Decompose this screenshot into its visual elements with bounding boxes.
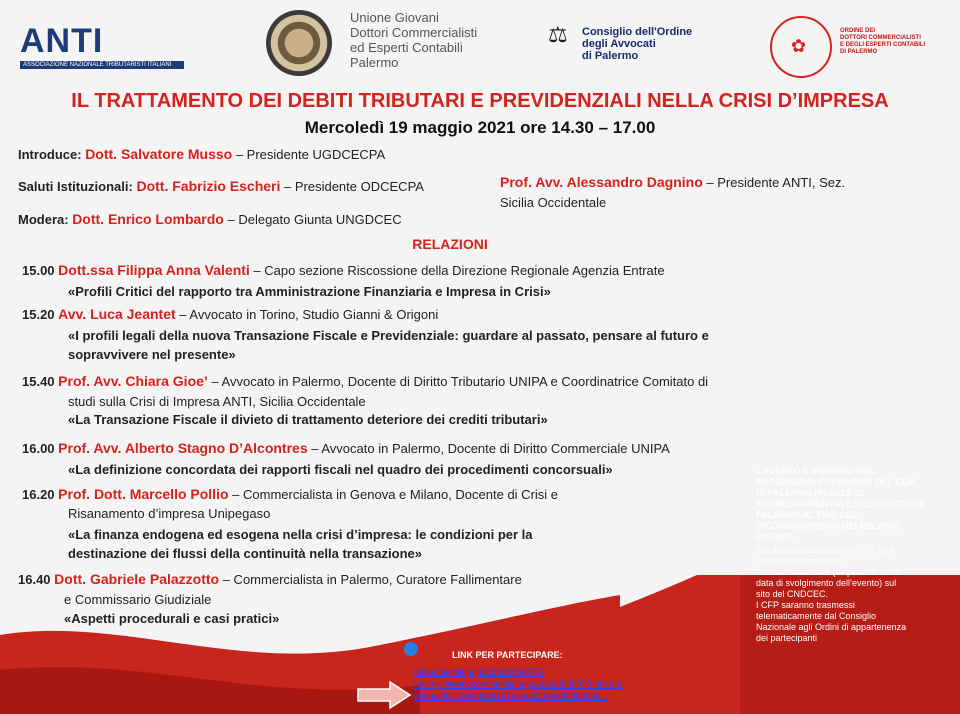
ugd-line: Dottori Commercialisti <box>350 25 478 40</box>
odc-line: E DEGLI ESPERTI CONTABILI <box>840 42 926 48</box>
saluti-name: Dott. Fabrizio Escheri <box>136 178 281 194</box>
notice-body-line: Per il riconoscimento dei CFP sarà <box>756 545 895 555</box>
link-title: LINK PER PARTECIPARE: <box>452 650 563 660</box>
saluti-role: – Presidente ODCECPA <box>284 179 424 194</box>
ugd-line: Unione Giovani <box>350 10 439 25</box>
notice-body-line: telematicamente dal Consiglio <box>756 611 877 621</box>
coa-logo-text <box>582 26 692 62</box>
event-date: Mercoledì 19 maggio 2021 ore 14.30 – 17.00 <box>304 118 656 137</box>
coa-line: degli Avvocati <box>582 38 656 50</box>
talk-6-title: «Aspetti procedurali e casi pratici» <box>64 611 280 626</box>
talk-speaker: Dott.ssa Filippa Anna Valenti <box>58 262 250 278</box>
link-line[interactable]: ntn.my.webex.com/selfsignup202010050570-ntn.my. <box>414 679 624 689</box>
talk-5-header <box>22 486 558 503</box>
talk-time: 15.40 <box>22 374 55 389</box>
talk-role: – Capo sezione Riscossione della Direzione Regionale Agenzia Entrate <box>253 263 665 278</box>
notice-heading <box>756 466 952 543</box>
ugd-seal-icon <box>266 10 332 76</box>
notice-body-line: dei partecipanti <box>756 633 818 643</box>
modera-line <box>18 211 402 228</box>
intro-name: Dott. Salvatore Musso <box>85 146 233 162</box>
link-line[interactable]: in/php?MTI0em0cb81479cb6d50f96d8f5b0c96... <box>414 691 608 701</box>
anti-logo-sub: ASSOCIAZIONE NAZIONALE TRIBUTARISTI ITALIANI <box>20 61 184 69</box>
talk-speaker: Prof. Avv. Chiara Gioe’ <box>58 373 208 389</box>
talk-2-title2: sopravvivere nel presente» <box>68 347 236 362</box>
talk-1-header <box>22 262 665 279</box>
notice-heading-line: DI PALERMO (IN FASE DI <box>756 488 864 498</box>
talk-speaker: Dott. Gabriele Palazzotto <box>54 571 220 587</box>
notice-heading-line: RICONOSCIMENTO DEI RELATIVI <box>756 521 900 531</box>
odcec-logo-text <box>840 28 950 56</box>
talk-role: – Avvocato in Palermo, Docente di Diritto Commerciale UNIPA <box>311 441 670 456</box>
webex-link[interactable] <box>414 666 623 702</box>
saluti-line <box>18 178 424 195</box>
saluti2-line <box>500 174 845 191</box>
scales-icon: ⚖ <box>548 22 568 47</box>
talk-role: – Avvocato in Palermo, Docente di Diritto Tributario UNIPA e Coordinatrice Comitato di <box>211 374 709 389</box>
intro-line <box>18 146 385 163</box>
notice-heading-line: CREDITI. <box>756 532 795 542</box>
saluti2-name: Prof. Avv. Alessandro Dagnino <box>500 174 703 190</box>
talk-5-title: «La finanza endogena ed esogena nella crisi d’impresa: le condizioni per la <box>68 527 533 542</box>
relazioni-heading: RELAZIONI <box>412 236 488 252</box>
talk-time: 15.00 <box>22 263 55 278</box>
saluti2-role: – Presidente ANTI, Sez. <box>706 175 846 190</box>
intro-label: Introduce: <box>18 147 82 162</box>
saluti-label: Saluti Istituzionali: <box>18 179 133 194</box>
ugd-line: Palermo <box>350 55 399 70</box>
notice-heading-line: PALERMO AL FINE DEL <box>756 510 858 520</box>
ugd-logo-text <box>350 10 477 70</box>
intro-role: – Presidente UGDCECPA <box>235 147 386 162</box>
ugd-line: ed Esperti Contabili <box>350 40 463 55</box>
talk-3-header <box>22 373 708 390</box>
talk-role: – Commercialista in Palermo, Curatore Fallimentare <box>222 572 522 587</box>
notice-heading-line: ACCREDITAMENTO) E DELL’ODCEC DI <box>756 499 925 509</box>
arrow-right-icon <box>356 680 412 710</box>
event-title: IL TRATTAMENTO DEI DEBITI TRIBUTARI E PREVIDENZIALI NELLA CRISI D’IMPRESA <box>71 90 889 112</box>
notice-heading-line: L’EVENTO È INSERITO NEL <box>756 466 875 476</box>
talk-time: 15.20 <box>22 307 55 322</box>
talk-role: – Avvocato in Torino, Studio Gianni & Origoni <box>179 307 439 322</box>
talk-5-role2: Risanamento d’impresa Unipegaso <box>68 506 271 521</box>
anti-logo-word: ANTI <box>20 22 104 60</box>
notice-body-line: necessario compilare <box>756 556 842 566</box>
notice-body-line: Nazionale agli Ordini di appartenenza <box>756 622 907 632</box>
talk-time: 16.00 <box>22 441 55 456</box>
talk-time: 16.20 <box>22 487 55 502</box>
notice-body <box>756 545 952 644</box>
odc-line: DI PALERMO <box>840 49 878 55</box>
talk-6-header <box>18 571 522 588</box>
notice-body-line: sito del CNDCEC. <box>756 589 829 599</box>
odc-line: ORDINE DEI <box>840 28 876 34</box>
talk-3-title: «La Transazione Fiscale il divieto di trattamento deteriore dei crediti tributari» <box>68 412 548 427</box>
link-line[interactable]: https://selfsignup202010050570- <box>414 667 545 677</box>
talk-speaker: Prof. Avv. Alberto Stagno D’Alcontres <box>58 440 308 456</box>
talk-4-title: «La definizione concordata dei rapporti fiscali nel quadro dei procedimenti concorsuali» <box>68 462 613 477</box>
modera-role: – Delegato Giunta UNGDCEC <box>227 212 402 227</box>
coa-line: di Palermo <box>582 50 639 62</box>
talk-speaker: Avv. Luca Jeantet <box>58 306 176 322</box>
notice-body-line: data di svolgimento dell’evento) sul <box>756 578 897 588</box>
modera-name: Dott. Enrico Lombardo <box>72 211 224 227</box>
talk-1-title: «Profili Critici del rapporto tra Amministrazione Finanziaria e Impresa in Crisi» <box>68 284 551 299</box>
talk-time: 16.40 <box>18 572 51 587</box>
notice-body-line: l’autocertificazione (disponibile dalla <box>756 567 900 577</box>
talk-6-role2: e Commissario Giudiziale <box>64 592 212 607</box>
notice-heading-line: PROGRAMMA FORMATIVO DEL COA <box>756 477 916 487</box>
talk-2-header <box>22 306 438 323</box>
notice-body-line: I CFP saranno trasmessi <box>756 600 855 610</box>
odc-line: DOTTORI COMMERCIALISTI <box>840 35 921 41</box>
odcec-logo-icon: ✿ <box>770 16 832 78</box>
talk-speaker: Prof. Dott. Marcello Pollio <box>58 486 229 502</box>
anti-logo <box>20 22 184 69</box>
coa-line: Consiglio dell'Ordine <box>582 26 693 38</box>
accreditation-notice <box>756 466 952 644</box>
talk-2-title: «I profili legali della nuova Transazione Fiscale e Previdenziale: guardare al passato, pensare al futuro e <box>68 328 709 343</box>
saluti2-role2: Sicilia Occidentale <box>500 195 607 210</box>
location-pin-icon <box>404 642 418 656</box>
modera-label: Modera: <box>18 212 69 227</box>
talk-role: – Commercialista in Genova e Milano, Docente di Crisi e <box>232 487 559 502</box>
talk-4-header <box>22 440 670 457</box>
talk-5-title2: destinazione dei flussi della continuità nella transazione» <box>68 546 422 561</box>
talk-3-role2: studi sulla Crisi di Impresa ANTI, Sicilia Occidentale <box>68 394 366 409</box>
